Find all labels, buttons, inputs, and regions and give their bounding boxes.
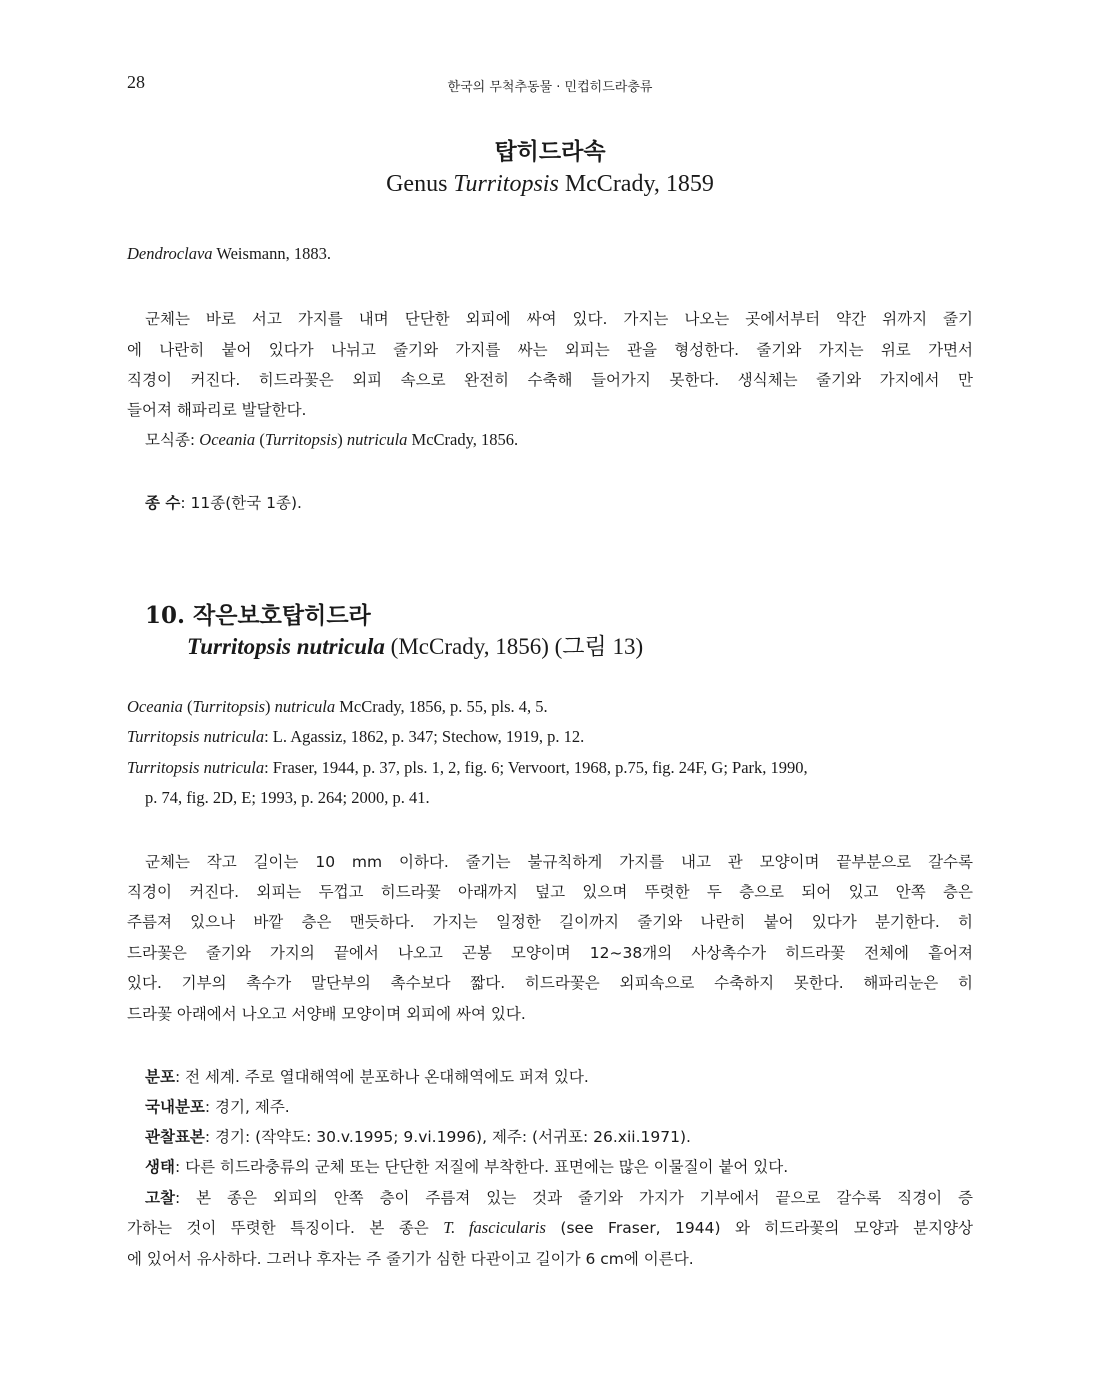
- page-number: 28: [127, 72, 145, 92]
- genus-description-line: 직경이 커진다. 히드라꽃은 외피 속으로 완전히 수축해 들어가지 못한다. 생식체는 줄기와 가지에서 만: [127, 371, 973, 389]
- reference-line: Oceania (Turritopsis) nutricula McCrady, 1856, p. 55, pls. 4, 5.: [127, 697, 548, 716]
- genus-title-korean: 탑히드라속: [494, 138, 606, 165]
- species-description-line: 드라꽃은 줄기와 가지의 끝에서 나오고 곤봉 모양이며 12~38개의 사상촉수가 히드라꽃 전체에 흩어져: [127, 944, 973, 962]
- species-description-line: 있다. 기부의 촉수가 말단부의 촉수보다 짧다. 히드라꽃은 외피속으로 수축하지 못한다. 해파리눈은 히: [127, 974, 973, 992]
- remarks-line: 에 있어서 유사하다. 그러나 후자는 주 줄기가 심한 다관이고 길이가 6 cm에 이른다.: [127, 1250, 694, 1268]
- species-description-line: 군체는 작고 길이는 10 mm 이하다. 줄기는 불규칙하게 가지를 내고 관 모양이며 끝부분으로 갈수록: [145, 853, 973, 871]
- korean-distribution: 국내분포: 경기, 제주.: [145, 1098, 290, 1116]
- reference-line: p. 74, fig. 2D, E; 1993, p. 264; 2000, p. 41.: [145, 788, 430, 807]
- species-scientific-name: Turritopsis nutricula (McCrady, 1856) (그림 13): [187, 634, 644, 659]
- reference-line: Turritopsis nutricula: L. Agassiz, 1862, p. 347; Stechow, 1919, p. 12.: [127, 727, 585, 746]
- genus-synonym: Dendroclava Weismann, 1883.: [127, 244, 331, 263]
- reference-line: Turritopsis nutricula: Fraser, 1944, p. 37, pls. 1, 2, fig. 6; Vervoort, 1968, p.75, fig. 24F, G; Park, 1990,: [127, 758, 808, 777]
- genus-title-latin: Genus Turritopsis McCrady, 1859: [386, 171, 714, 197]
- remarks-line: 가하는 것이 뚜렷한 특징이다. 본 종은 T. fascicularis (see Fraser, 1944) 와 히드라꽃의 모양과 분지양상: [127, 1218, 973, 1237]
- genus-description-line: 에 나란히 붙어 있다가 나뉘고 줄기와 가지를 싸는 외피는 관을 형성한다. 줄기와 가지는 위로 가면서: [127, 341, 973, 359]
- genus-description-line: 군체는 바로 서고 가지를 내며 단단한 외피에 싸여 있다. 가지는 나오는 곳에서부터 약간 위까지 줄기: [145, 310, 973, 328]
- species-description-line: 직경이 커진다. 외피는 두껍고 히드라꽃 아래까지 덮고 있으며 뚜렷한 두 층으로 되어 있고 안쪽 층은: [127, 883, 973, 901]
- genus-description-line: 들어져 해파리로 발달한다.: [127, 401, 307, 419]
- running-title: 한국의 무척추동물 · 민컵히드라충류: [447, 80, 653, 95]
- distribution: 분포: 전 세계. 주로 열대해역에 분포하나 온대해역에도 퍼져 있다.: [145, 1068, 589, 1086]
- species-description-line: 드라꽃 아래에서 나오고 서양배 모양이며 외피에 싸여 있다.: [127, 1005, 526, 1023]
- species-description-line: 주름져 있으나 바깥 층은 맨듯하다. 가지는 일정한 길이까지 줄기와 나란히 붙어 있다가 분기한다. 히: [127, 913, 973, 931]
- examined-specimens: 관찰표본: 경기: (작약도: 30.v.1995; 9.vi.1996), 제주: (서귀포: 26.xii.1971).: [145, 1128, 691, 1146]
- remarks: 고찰: 본 종은 외피의 안쪽 층이 주름져 있는 것과 줄기와 가지가 기부에서 끝으로 갈수록 직경이 증: [145, 1189, 973, 1207]
- ecology: 생태: 다른 히드라충류의 군체 또는 단단한 저질에 부착한다. 표면에는 많은 이물질이 붙어 있다.: [145, 1158, 789, 1176]
- species-count: 종 수: 11종(한국 1종).: [145, 494, 302, 512]
- species-title: 10. 작은보호탑히드라: [145, 602, 371, 629]
- type-species: 모식종: Oceania (Turritopsis) nutricula McCrady, 1856.: [145, 430, 519, 449]
